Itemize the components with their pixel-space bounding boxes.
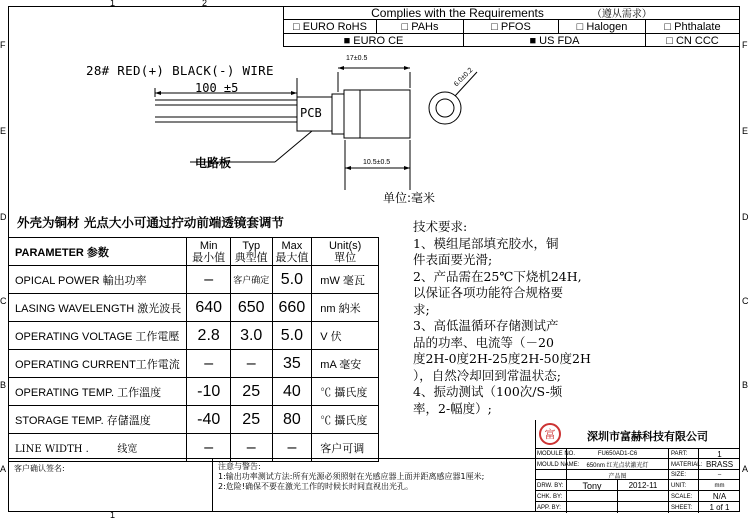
compliance-cell: □ PAHs [377,20,464,33]
spec-unit: 客户可调 [312,434,379,462]
spec-param: LASING WAVELENGTH 激光波長 [9,294,187,322]
part-label: PART: [669,449,699,459]
spec-min: 640 [187,294,230,322]
compliance-cell: □ Phthalate [664,20,721,33]
warning-notes [218,462,484,492]
spec-unit: ℃ 攝氏度 [312,378,379,406]
spec-typ: 650 [230,294,272,322]
ruler-left-d: D [0,212,7,222]
module-no-label: MODULE NO. [537,451,576,457]
tech-line: 率，2-幅度）; [413,400,492,416]
spec-unit: ℃ 攝氏度 [312,406,379,434]
spec-typ: 3.0 [230,322,272,350]
spec-unit: mW 毫瓦 [312,266,379,294]
module-no: FU650AD1-C6 [567,449,669,459]
spec-unit: mA 毫安 [312,350,379,378]
note-2: 2:危险!确保不要在激光工作的时候长时间直视出光孔。 [218,482,413,491]
material-label: MATERIAL: [669,459,699,470]
spec-typ: 25 [230,406,272,434]
ruler-right-b: B [742,380,749,390]
dim-total-label: 17±0.5 [346,55,368,62]
ruler-right-d: D [742,212,749,222]
spec-table [8,237,379,462]
footer-divider [8,458,535,459]
spec-row [9,294,379,322]
spec-min: – [187,266,230,294]
tech-line: 品的功率、电流等（－20 [413,334,554,350]
svg-text:富: 富 [544,428,556,441]
mould-name: 650nm 红光点状激光灯 [567,459,669,470]
spec-max: 40 [272,378,312,406]
spec-min: -10 [187,378,230,406]
spec-param: STORAGE TEMP. 存儲溫度 [9,406,187,434]
title-block [535,420,740,512]
tech-line: 求; [413,301,430,317]
app-date [618,502,669,513]
compliance-cell: □ PFOS [464,20,559,33]
spec-typ: – [230,434,272,462]
tech-line: 以保证各项功能符合规格要 [413,285,564,300]
product-label: 产品图 [567,470,669,480]
tech-line: 件表面要光滑; [413,252,493,267]
pcb-label-cn: 电路板 [195,156,232,170]
tech-line: 4、振动测试（100次/S-频 [413,384,563,399]
pcb-label: PCB [300,106,322,120]
unit-label: 单位:毫米 [383,191,436,205]
ruler-right-e: E [742,126,749,136]
tech-line: 2、产品需在25℃下烧机24H, [413,268,582,284]
spec-min: – [187,434,230,462]
tech-line: 3、高低温循环存储测试产 [413,318,559,333]
tech-title: 技术要求: [413,219,468,234]
compliance-cell: □ Halogen [559,20,646,33]
scale-label: SCALE: [669,491,699,502]
spec-row [9,322,379,350]
spec-unit: nm 納米 [312,294,379,322]
spec-typ: – [230,350,272,378]
ruler-right-f: F [742,40,748,50]
part-value: 1 [717,449,722,459]
spec-param: OPERATING TEMP. 工作溫度 [9,378,187,406]
spec-header-row [9,238,379,266]
spec-min: -40 [187,406,230,434]
spec-row [9,406,379,434]
wire-length-label: 100 ±5 [195,81,239,95]
spec-min: – [187,350,230,378]
spec-max: 35 [272,350,312,378]
company-name: 深圳市富赫科技有限公司 [587,431,708,443]
spec-param: OPERATING VOLTAGE 工作電壓 [9,322,187,350]
spec-unit: V 伏 [312,322,379,350]
spec-min: 2.8 [187,322,230,350]
ruler-right-a: A [742,464,749,474]
company-logo [537,422,563,446]
app-value [567,502,618,513]
compliance-cell: □ CN CCC [666,34,719,47]
sheet-value: 1 of 1 [709,503,730,512]
ruler-left-c: C [0,296,7,306]
tech-requirements [413,219,593,417]
compliance-title: Complies with the Requirements [371,5,544,20]
spec-param: OPICAL POWER 輸出功率 [9,266,187,294]
footer-split [212,458,213,512]
header-unit: Unit(s) 單位 [312,238,379,266]
note-1: 1:输出功率测试方法:所有光源必须照射在光感应器上面并距离感应器1厘米; [218,472,485,481]
drw-date: 2012-11 [618,480,669,491]
dim-body-label: 10.5±0.5 [363,159,391,166]
ruler-bottom-1: 1 [110,510,116,520]
spec-param: OPERATING CURRENT工作電流 [9,350,187,378]
ruler-top-2: 2 [202,0,208,8]
sheet-label: SHEET: [669,502,699,513]
unit-label-tb: UNIT: [669,480,699,491]
app-label: APP. BY: [535,502,567,513]
size-label: SIZE: [669,470,699,480]
ruler-left-e: E [0,126,7,136]
header-typ: Typ 典型值 [230,238,272,266]
scale-value: N/A [712,492,727,501]
mould-label: MOULD NAME: [535,459,567,470]
spec-max: 660 [272,294,312,322]
dim-dia-label: 6.0±0.2 [452,66,475,89]
spec-typ: 25 [230,378,272,406]
wire-label: 28# RED(+) BLACK(-) WIRE [86,63,274,78]
chk-label: CHK. BY: [535,491,567,502]
header-max: Max 最大值 [272,238,312,266]
header-min: Min 最小值 [187,238,230,266]
spec-typ: 客户确定 [230,266,272,294]
size-value: – [717,472,722,478]
tech-line: 度2H-0度2H-25度2H-50度2H [413,351,591,366]
header-param: PARAMETER 参数 [9,238,187,266]
ruler-left-b: B [0,380,7,390]
drw-value: Tony [567,480,618,491]
spec-param: LINE WIDTH . 线宽 [9,434,187,462]
notes-title: 注意与警告: [218,462,261,471]
spec-row [9,350,379,378]
drw-label: DRW. BY: [535,480,567,491]
compliance-cell: □ EURO RoHS [284,20,377,33]
spec-row [9,378,379,406]
spec-max: 80 [272,406,312,434]
ruler-left-a: A [0,464,7,474]
tech-line: ），自然冷却回到常温状态; [413,367,561,383]
ruler-right-c: C [742,296,749,306]
compliance-title-cn: （遵从需求） [591,9,652,20]
compliance-cell: ■ EURO CE [284,34,464,47]
compliance-cell: ■ US FDA [464,34,646,47]
spec-max: 5.0 [272,322,312,350]
unit-value: mm [714,482,725,489]
spec-row [9,266,379,294]
ruler-top-1: 1 [110,0,116,8]
note-line: 外壳为铜材 光点大小可通过拧动前端透镜套调节 [17,215,284,230]
material-value: BRASS [705,460,734,469]
ruler-left-f: F [0,40,6,50]
spec-max: 5.0 [272,266,312,294]
customer-confirm-label: 客户确认签名: [14,464,65,473]
spec-max: – [272,434,312,462]
tech-line: 1、模组尾部填充胶水，铜 [413,235,559,251]
